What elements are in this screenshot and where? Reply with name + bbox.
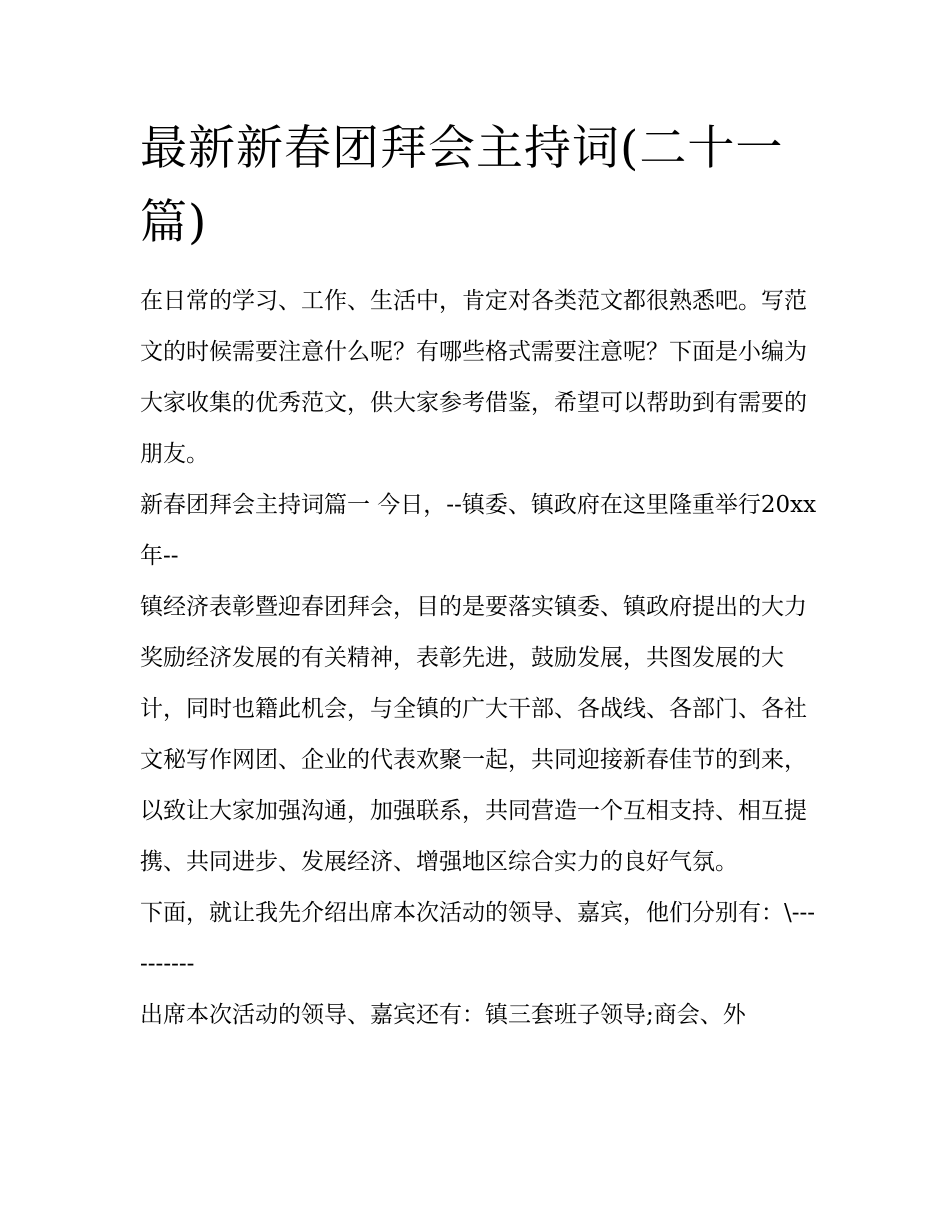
section-one-opening: 新春团拜会主持词篇一 今日，--镇委、镇政府在这里隆重举行20xx年--: [140, 492, 817, 569]
intro-paragraph: 在日常的学习、工作、生活中，肯定对各类范文都很熟悉吧。写范文的时候需要注意什么呢？有哪些格式需要注意呢？下面是小编为大家收集的优秀范文，供大家参考借鉴，希望可以帮助到有需要的朋友。: [140, 288, 807, 467]
guest-introduction: 下面，就让我先介绍出席本次活动的领导、嘉宾，他们分别有：\----------: [140, 900, 816, 977]
document-title: 最新新春团拜会主持词(二十一篇): [140, 121, 784, 250]
guest-list: 出席本次活动的领导、嘉宾还有：镇三套班子领导;商会、外: [140, 1002, 746, 1028]
document-body: [140, 276, 820, 1041]
section-one-paragraph: 镇经济表彰暨迎春团拜会，目的是要落实镇委、镇政府提出的大力奖励经济发展的有关精神，表彰先进，鼓励发展，共图发展的大计，同时也籍此机会，与全镇的广大干部、各战线、各部门、各社文秘写作网团、企业的代表欢聚一起，共同迎接新春佳节的到来，以致让大家加强沟通，加强联系，共同营造一个互相支持、相互提携、共同进步、发展经济、增强地区综合实力的良好气氛。: [140, 594, 807, 875]
